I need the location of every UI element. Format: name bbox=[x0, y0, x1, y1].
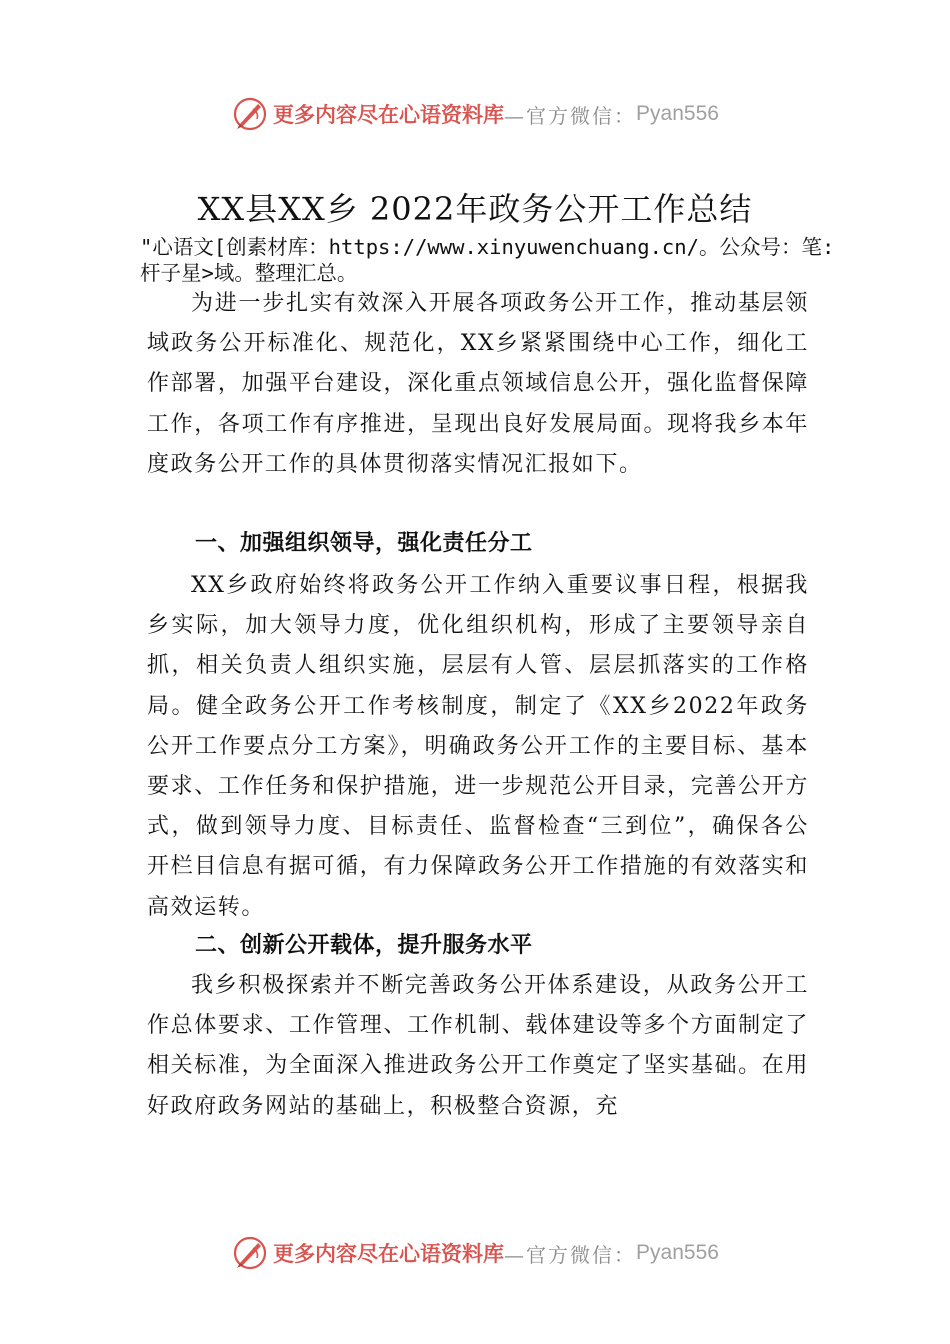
banner-wechat-id: Pyan556 bbox=[636, 102, 719, 125]
banner-middle-text: —官方微信： bbox=[504, 1242, 637, 1267]
banner-middle-text: —官方微信： bbox=[504, 103, 637, 128]
section-1-paragraph: XX乡政府始终将政务公开工作纳入重要议事日程，根据我乡实际，加大领导力度，优化组织机构，形成了主要领导亲自抓，相关负责人组织实施，层层有人管、层层抓落实的工作格局。健全政务公开工作考核制度，制定了《XX乡2022年政务公开工作要点分工方案》，明确政务公开工作的主要目标、基本要求、工作任务和保护措施，进一步规范公开目录，完善公开方式，做到领导力度、目标责任、监督检查“三到位”，确保各公开栏目信息有据可循，有力保障政务公开工作措施的有效落实和高效运转。 bbox=[147, 573, 809, 920]
quill-pen-logo-icon bbox=[231, 1234, 269, 1272]
intro-paragraph: 为进一步扎实有效深入开展各项政务公开工作，推动基层领域政务公开标准化、规范化，XX乡紧紧围绕中心工作，细化工作部署，加强平台建设，深化重点领域信息公开，强化监督保障工作，各项工作有序推进，呈现出良好发展局面。现将我乡本年度政务公开工作的具体贯彻落实情况汇报如下。 bbox=[147, 291, 809, 477]
section-2-heading: 二、创新公开载体，提升服务水平 bbox=[195, 933, 533, 958]
banner-brand-text: 更多内容尽在心语资料库 bbox=[273, 102, 505, 127]
banner-brand-text: 更多内容尽在心语资料库 bbox=[273, 1241, 505, 1266]
footer-banner bbox=[0, 1231, 950, 1275]
header-banner bbox=[0, 92, 950, 136]
quill-pen-logo-icon bbox=[231, 95, 269, 133]
banner-wechat-id: Pyan556 bbox=[636, 1241, 719, 1264]
section-2-paragraph: 我乡积极探索并不断完善政务公开体系建设，从政务公开工作总体要求、工作管理、工作机制、载体建设等多个方面制定了相关标准，为全面深入推进政务公开工作奠定了坚实基础。在用好政府政务网站的基础上，积极整合资源，充 bbox=[147, 973, 809, 1119]
section-1-heading: 一、加强组织领导，强化责任分工 bbox=[195, 531, 533, 556]
source-note: "心语文[创素材库：https://www.xinyuwenchuang.cn/。公众号：笔:杆子星>域。整理汇总。 bbox=[140, 235, 835, 285]
document-title: XX县XX乡 2022年政务公开工作总结 bbox=[197, 190, 753, 228]
